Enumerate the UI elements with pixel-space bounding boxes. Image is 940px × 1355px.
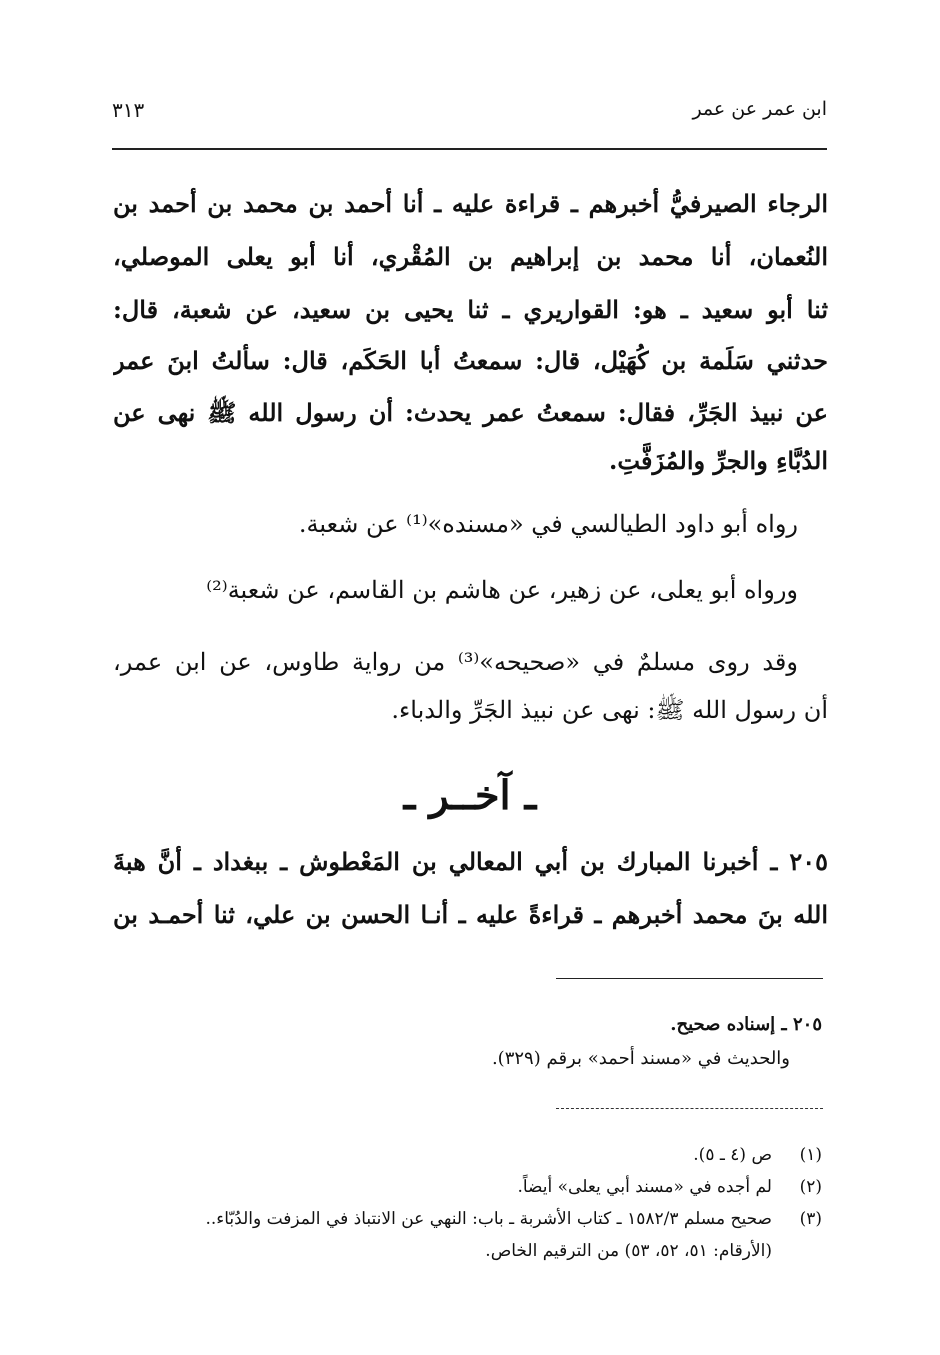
footnotes-divider: [556, 1108, 823, 1109]
hadith-line: ٢٠٥ ـ أخبرنا المبارك بن أبي المعالي بن المَعْطوش ـ ببغداد ـ أنَّ هبةَ: [113, 847, 828, 876]
footnote-text: صحيح مسلم ١٥٨٢/٣ ـ كتاب الأشربة ـ باب: النهي عن الانتباذ في المزفت والدُبّاء..: [205, 1209, 772, 1229]
note-line: ٢٠٥ ـ إسناده صحيح.: [670, 1014, 822, 1035]
paragraph-line: ورواه أبو يعلى، عن زهير، عن هاشم بن القاسم، عن شعبة⁽²⁾: [206, 576, 798, 604]
footnote-number: (٣): [799, 1209, 822, 1229]
body-line: النُعمان، أنا محمد بن إبراهيم بن المُقْري، أنا أبو يعلى الموصلي،: [113, 242, 828, 271]
body-line: عن نبيذ الجَرِّ، فقال: سمعتُ عمر يحدث: أن رسول الله ﷺ نهى عن: [113, 398, 828, 427]
paragraph-line: وقد روى مسلمٌ في «صحيحه»⁽³⁾ من رواية طاوس، عن ابن عمر،: [113, 648, 798, 676]
header-divider: [112, 148, 827, 150]
note-line: والحديث في «مسند أحمد» برقم (٣٢٩).: [491, 1048, 790, 1069]
page-number: ٣١٣: [112, 98, 145, 122]
hadith-line: الله بنَ محمد أخبرهم ـ قراءةً عليه ـ أنـا الحسن بن علي، ثنا أحمـد بن: [113, 900, 828, 929]
footnote-text: لم أجده في «مسند أبي يعلى» أيضاً.: [517, 1177, 772, 1197]
body-line: الرجاء الصيرفيُّ أخبرهم ـ قراءة عليه ـ أنا أحمد بن محمد بن أحمد بن: [113, 189, 828, 218]
footnote-text: ص (٤ ـ ٥).: [693, 1145, 772, 1165]
body-line: حدثني سَلَمة بن كُهَيْل، قال: سمعتُ أبا الحَكَم، قال: سألتُ ابنَ عمر: [113, 346, 828, 375]
footnote-number: (٢): [799, 1177, 822, 1197]
running-title: ابن عمر عن عمر: [692, 98, 827, 120]
body-line: الدُبَّاءِ والجرِّ والمُزَفَّتِ.: [609, 446, 828, 475]
footnote-text: (الأرقام: ٥١، ٥٢، ٥٣) من الترقيم الخاص.: [485, 1241, 772, 1261]
notes-divider: [556, 978, 823, 979]
page-header: [112, 98, 827, 132]
footnote-number: (١): [799, 1145, 822, 1165]
body-line: ثنا أبو سعيد ـ هو: القواريري ـ ثنا يحيى بن سعيد، عن شعبة، قال:: [113, 295, 828, 324]
paragraph-line: رواه أبو داود الطيالسي في «مسنده»⁽¹⁾ عن شعبة.: [298, 510, 798, 538]
paragraph-line: أن رسول الله ﷺ: نهى عن نبيذ الجَرِّ والدباء.: [391, 696, 828, 724]
section-heading: ـ آخــر ـ: [403, 772, 537, 819]
